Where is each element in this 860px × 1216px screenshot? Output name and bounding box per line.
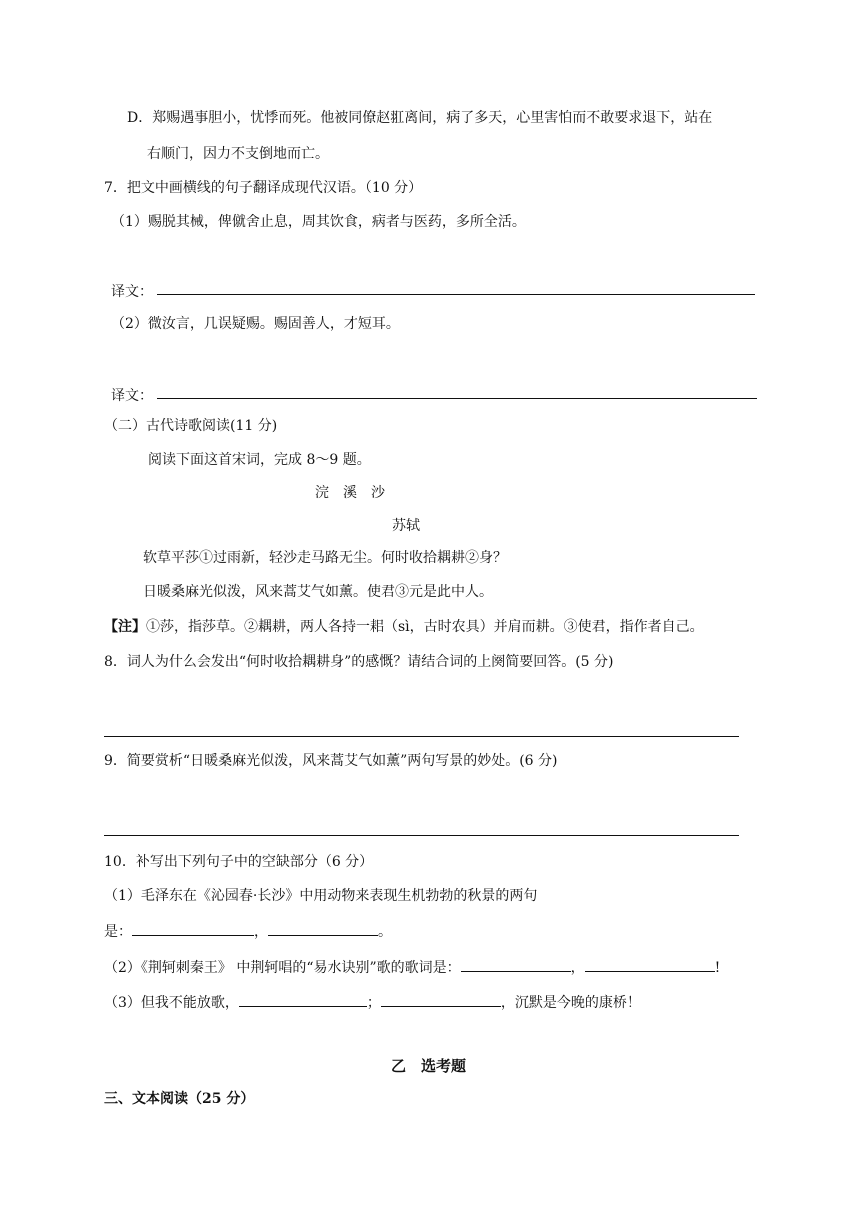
poem-title: 浣 溪 沙 — [315, 485, 385, 501]
question-9-answer-line[interactable] — [104, 835, 739, 836]
blank-2-2[interactable] — [585, 956, 715, 972]
note-label: 【注】 — [104, 619, 146, 635]
question-8: 8．词人为什么会发出“何时收拾耦耕身”的感慨？请结合词的上阕简要回答。(5 分) — [104, 654, 614, 670]
question-10-title: 10．补写出下列句子中的空缺部分（6 分） — [104, 854, 374, 870]
blank-1-2[interactable] — [268, 920, 378, 936]
poem-line-2: 日暖桑麻光似泼，风来蒿艾气如薰。使君③元是此中人。 — [143, 584, 493, 600]
exclamation: ! — [714, 960, 721, 976]
question-10-item-1-b — [104, 920, 392, 942]
note-text: ①莎，指莎草。②耦耕，两人各持一耜（sì，古时农具）并肩而耕。③使君，指作者自己。 — [146, 619, 704, 635]
question-9: 9．简要赏析“日暖桑麻光似泼，风来蒿艾气如薰”两句写景的妙处。(6 分) — [104, 753, 558, 769]
poem-note — [104, 617, 704, 637]
blank-2-1[interactable] — [461, 956, 571, 972]
question-7-sentence-2: （2）微汝言，几误疑赐。赐固善人，才短耳。 — [111, 316, 400, 332]
translation-label-2: 译文： — [111, 388, 153, 404]
part-b-heading: 乙 选考题 — [391, 1057, 467, 1075]
option-d-line1: D．郑赐遇事胆小，忧悸而死。他被同僚赵羾离间，病了多天，心里害怕而不敢要求退下，站在 — [127, 110, 713, 126]
option-d-line2: 右顺门，因力不支倒地而亡。 — [147, 146, 329, 162]
blank-3-1[interactable] — [239, 991, 367, 1007]
comma: ， — [254, 924, 268, 940]
question-10-item-3 — [104, 991, 641, 1013]
poem-intro: 阅读下面这首宋词，完成 8～9 题。 — [148, 452, 371, 468]
translation-answer-line-1[interactable] — [157, 294, 755, 295]
question-7-sentence-1: （1）赐脱其械，俾僦舍止息，周其饮食，病者与医药，多所全活。 — [111, 214, 526, 230]
item-3-suffix: ，沉默是今晚的康桥！ — [500, 995, 641, 1011]
blank-3-2[interactable] — [381, 991, 501, 1007]
period: 。 — [378, 924, 392, 940]
question-7-title: 7．把文中画横线的句子翻译成现代汉语。（10 分） — [104, 180, 423, 196]
item-3-prefix: （3）但我不能放歌， — [104, 995, 239, 1011]
poem-author: 苏轼 — [392, 518, 420, 534]
item-1-prefix: 是： — [104, 924, 132, 940]
translation-label-1: 译文： — [111, 284, 153, 300]
blank-1-1[interactable] — [132, 920, 254, 936]
section-2-heading: （二）古代诗歌阅读(11 分) — [104, 418, 278, 434]
poem-line-1: 软草平莎①过雨新，轻沙走马路无尘。何时收拾耦耕②身？ — [143, 550, 507, 566]
question-10-item-2 — [104, 956, 720, 978]
translation-answer-line-2[interactable] — [157, 398, 757, 399]
item-2-prefix: （2）《荆轲刺秦王》 中荆轲唱的“易水诀别”歌的歌词是： — [104, 960, 461, 976]
section-3-heading: 三、文本阅读（25 分） — [104, 1091, 255, 1107]
semicolon: ； — [366, 995, 381, 1011]
question-10-item-1-a: （1）毛泽东在《沁园春·长沙》中用动物来表现生机勃勃的秋景的两句 — [104, 888, 538, 904]
comma: ， — [570, 960, 585, 976]
question-8-answer-line[interactable] — [104, 736, 739, 737]
